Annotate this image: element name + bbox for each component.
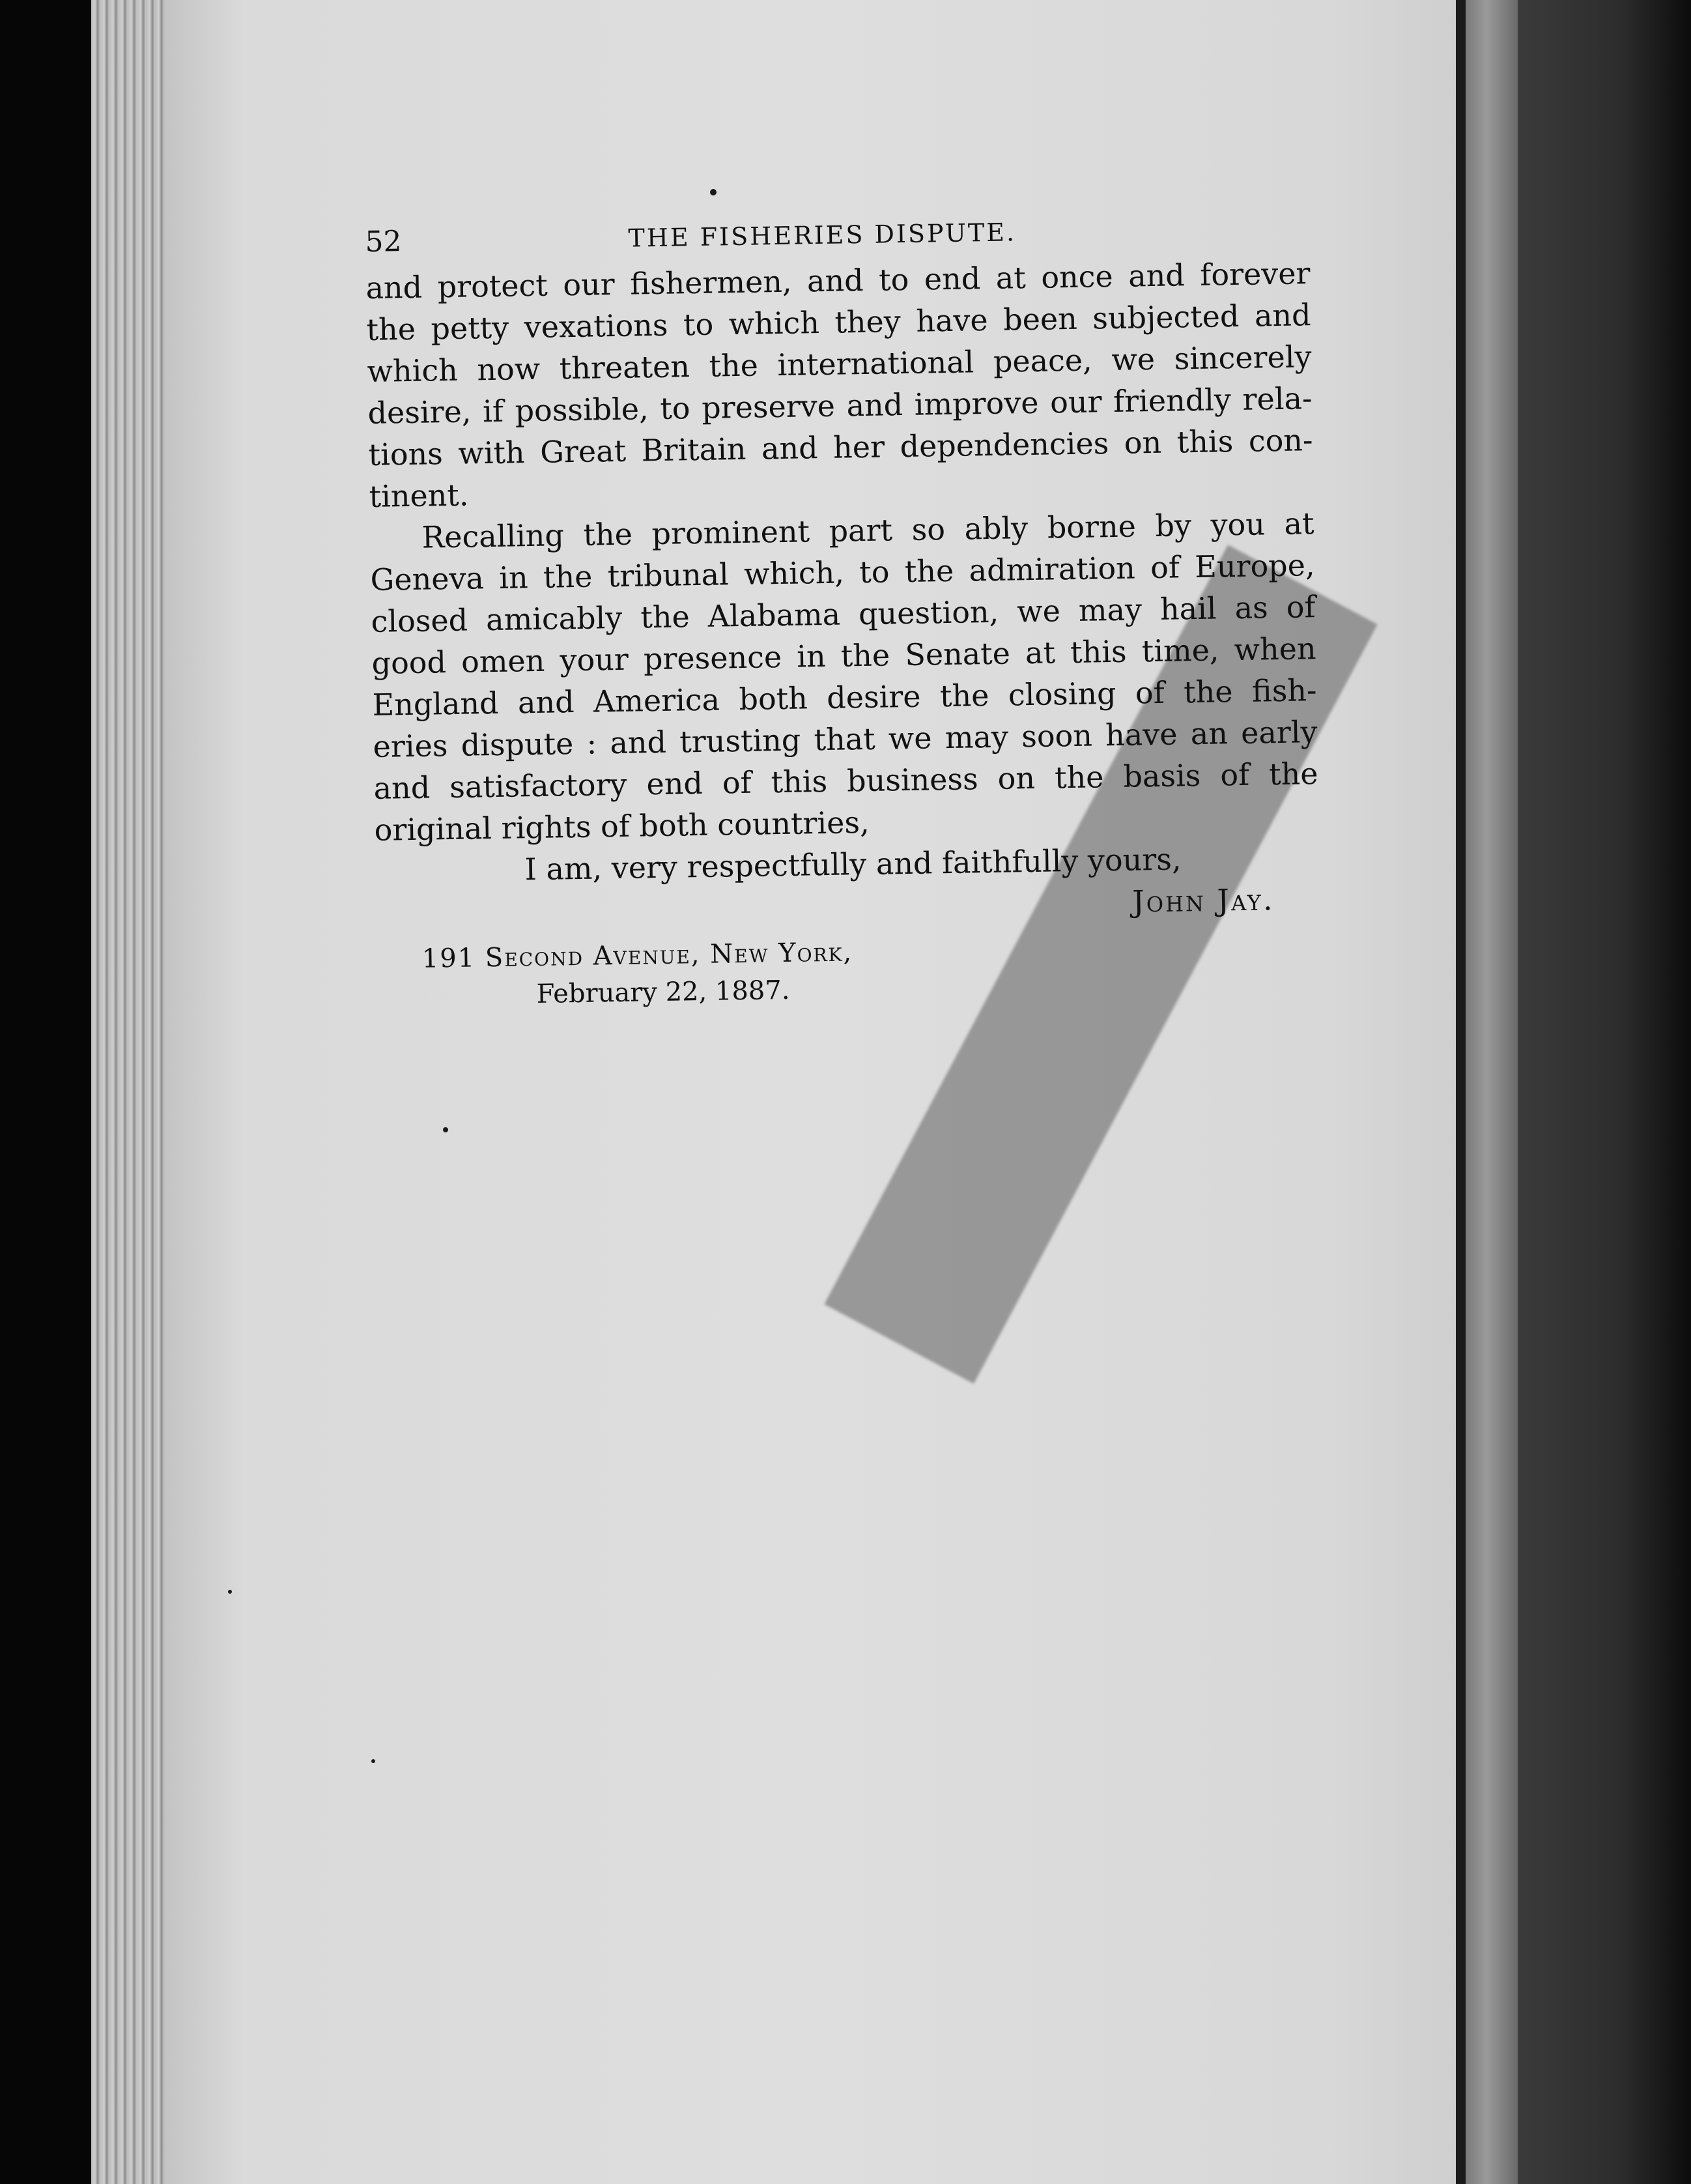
page-text xyxy=(365,207,1322,1015)
text-line: eries dispute : and trusting that we may soon have an early xyxy=(373,714,1318,764)
text-line: Recalling the prominent part so ably borne by you at xyxy=(421,506,1314,555)
text-line: tions with Great Britain and her dependencies on this con- xyxy=(368,422,1313,472)
dust-speck xyxy=(228,1590,232,1594)
running-title: THE FISHERIES DISPUTE. xyxy=(628,218,1017,253)
dust-speck xyxy=(710,189,717,195)
text-line: desire, if possible, to preserve and improve our friendly rela- xyxy=(367,381,1313,431)
letter-date: February 22, 1887. xyxy=(536,975,790,1010)
book-binding xyxy=(1466,0,1518,2184)
text-line: Geneva in the tribunal which, to the admiration of Europe, xyxy=(370,547,1315,597)
letter-body xyxy=(365,252,1320,934)
dust-speck xyxy=(371,1759,375,1763)
text-line: tinent. xyxy=(369,477,469,514)
signature: John Jay. xyxy=(1131,882,1275,919)
text-line: the petty vexations to which they have been subjected and xyxy=(366,297,1311,347)
page-edges xyxy=(91,0,169,2184)
text-line: closed amicably the Alabama question, we may hail as of xyxy=(371,589,1316,639)
text-line: good omen your presence in the Senate at this time, when xyxy=(371,631,1316,681)
page-number: 52 xyxy=(365,225,402,259)
text-line: and protect our fishermen, and to end at once and forever xyxy=(365,255,1311,306)
valediction: I am, very respectfully and faithfully yours, xyxy=(524,841,1182,887)
text-line: England and America both desire the closing of the fish- xyxy=(372,672,1317,723)
book-cover xyxy=(1518,0,1691,2184)
dust-speck xyxy=(443,1127,448,1132)
text-line: original rights of both countries, xyxy=(374,804,870,848)
text-line: which now threaten the international peace, we sincerely xyxy=(367,339,1312,389)
text-line: and satisfactory end of this business on the basis of the xyxy=(373,756,1318,806)
sender-address: 191 Second Avenue, New York, xyxy=(421,937,853,974)
